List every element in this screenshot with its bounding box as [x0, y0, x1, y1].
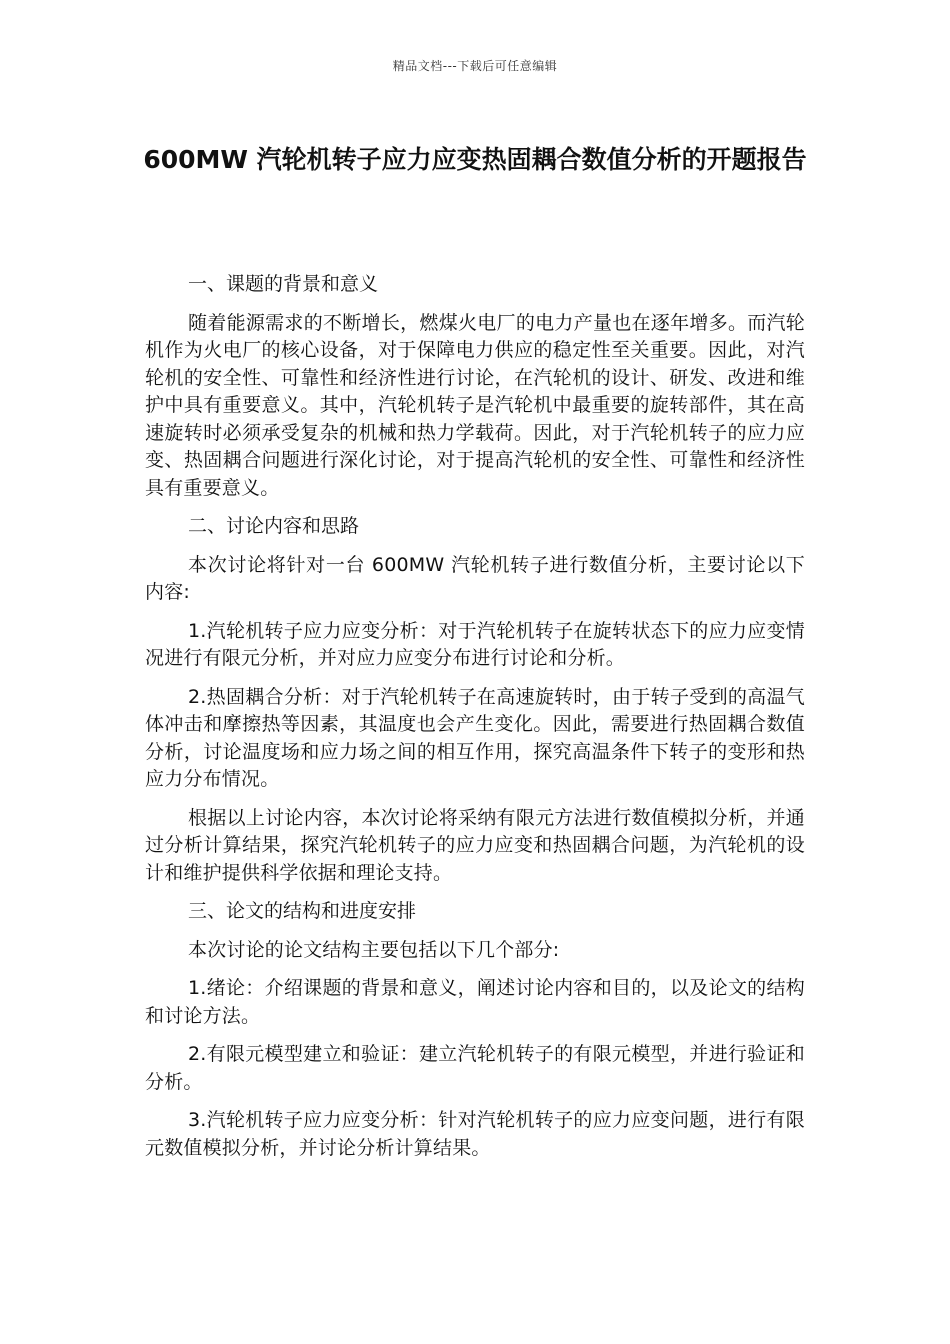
- section-heading-content: 二、讨论内容和思路: [188, 515, 360, 537]
- paragraph-structure-intro: 本次讨论的论文结构主要包括以下几个部分:: [188, 938, 560, 961]
- paragraph-introduction-chapter: 1.绪论：介绍课题的背景和意义，阐述讨论内容和目的，以及论文的结构和讨论方法。: [145, 977, 805, 1027]
- section-heading-background: 一、课题的背景和意义: [188, 273, 379, 295]
- paragraph-stress-chapter: 3.汽轮机转子应力应变分析：针对汽轮机转子的应力应变问题，进行有限元数值模拟分析，并讨论分析计算结果。: [145, 1109, 805, 1159]
- paragraph-method: 根据以上讨论内容，本次讨论将采纳有限元方法进行数值模拟分析，并通过分析计算结果，探究汽轮机转子的应力应变和热固耦合问题，为汽轮机的设计和维护提供科学依据和理论支持。: [145, 806, 805, 884]
- paragraph-content-intro: 本次讨论将针对一台 600MW 汽轮机转子进行数值分析，主要讨论以下内容:: [145, 553, 805, 603]
- section-heading-structure: 三、论文的结构和进度安排: [188, 900, 417, 922]
- document-body: [145, 271, 805, 1173]
- paragraph-thermal-coupling: 2.热固耦合分析：对于汽轮机转子在高速旋转时，由于转子受到的高温气体冲击和摩擦热等因素，其温度也会产生变化。因此，需要进行热固耦合数值分析，讨论温度场和应力场之间的相互作用，探究高温条件下转子的变形和热应力分布情况。: [145, 685, 805, 790]
- paragraph-stress-analysis: 1.汽轮机转子应力应变分析：对于汽轮机转子在旋转状态下的应力应变情况进行有限元分析，并对应力应变分布进行讨论和分析。: [145, 619, 805, 669]
- paragraph-background: 随着能源需求的不断增长，燃煤火电厂的电力产量也在逐年增多。而汽轮机作为火电厂的核心设备，对于保障电力供应的稳定性至关重要。因此，对汽轮机的安全性、可靠性和经济性进行讨论，在汽轮机的设计、研发、改进和维护中具有重要意义。其中，汽轮机转子是汽轮机中最重要的旋转部件，其在高速旋转时必须承受复杂的机械和热力学载荷。因此，对于汽轮机转子的应力应变、热固耦合问题进行深化讨论，对于提高汽轮机的安全性、可靠性和经济性具有重要意义。: [145, 311, 805, 499]
- paragraph-model-chapter: 2.有限元模型建立和验证：建立汽轮机转子的有限元模型，并进行验证和分析。: [145, 1043, 805, 1093]
- header-note: 精品文档---下载后可任意编辑: [392, 59, 558, 73]
- document-title: 600MW 汽轮机转子应力应变热固耦合数值分析的开题报告: [143, 145, 807, 174]
